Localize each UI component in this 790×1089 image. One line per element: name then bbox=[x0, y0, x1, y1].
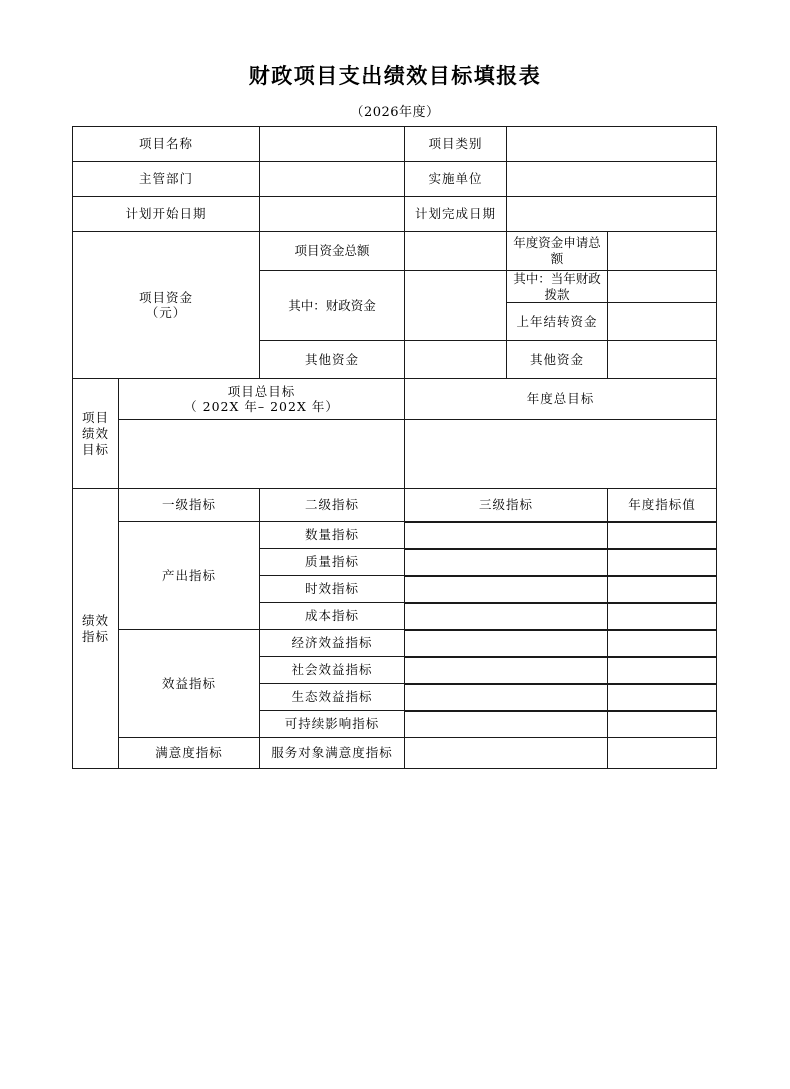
input-prior-year-carryover-funds[interactable] bbox=[608, 303, 717, 341]
input-total-project-funds[interactable] bbox=[405, 232, 507, 271]
label-level1-output-indicator: 产出指标 bbox=[119, 522, 260, 630]
header-level2-indicator: 二级指标 bbox=[260, 489, 405, 522]
input-annual-indicator-value[interactable] bbox=[608, 685, 717, 711]
input-annual-indicator-value[interactable] bbox=[608, 604, 717, 630]
label-level2-cost-indicator: 成本指标 bbox=[260, 603, 405, 630]
label-level1-satisfaction-indicator: 满意度指标 bbox=[119, 738, 260, 769]
label-planned-start-date: 计划开始日期 bbox=[73, 197, 260, 232]
table-row bbox=[73, 489, 717, 522]
overall-goal-title: 项目总目标 bbox=[227, 383, 296, 399]
input-level3-indicator[interactable] bbox=[405, 523, 608, 549]
label-planned-end-date: 计划完成日期 bbox=[405, 197, 507, 232]
label-level2-quality-indicator: 质量指标 bbox=[260, 549, 405, 576]
table-row bbox=[73, 420, 717, 489]
input-annual-indicator-value[interactable] bbox=[608, 577, 717, 603]
label-prior-year-carryover-funds: 上年结转资金 bbox=[507, 303, 608, 341]
label-level2-quantity-indicator: 数量指标 bbox=[260, 522, 405, 549]
table-row bbox=[73, 738, 717, 769]
page-title: 财政项目支出绩效目标填报表 bbox=[248, 63, 542, 88]
label-level2-service-recipient-satisfaction-indicator: 服务对象满意度指标 bbox=[260, 738, 405, 769]
header-annual-indicator-value: 年度指标值 bbox=[608, 489, 717, 522]
input-level3-indicator[interactable] bbox=[405, 712, 608, 738]
label-project-performance-goal-section bbox=[73, 379, 119, 489]
header-overall-project-goal bbox=[119, 379, 405, 420]
input-annual-goal[interactable] bbox=[405, 420, 717, 489]
page-subtitle: （2026年度） bbox=[350, 105, 440, 120]
table-row bbox=[73, 127, 717, 162]
input-level3-indicator[interactable] bbox=[405, 685, 608, 711]
input-level3-indicator[interactable] bbox=[405, 631, 608, 657]
input-total-annual-funds-applied[interactable] bbox=[608, 232, 717, 271]
label-level2-social-benefit-indicator: 社会效益指标 bbox=[260, 657, 405, 684]
label-level2-ecological-benefit-indicator: 生态效益指标 bbox=[260, 684, 405, 711]
table-row bbox=[73, 379, 717, 420]
label-other-funds-left: 其他资金 bbox=[260, 341, 405, 379]
label-level2-timeliness-indicator: 时效指标 bbox=[260, 576, 405, 603]
input-other-funds-left[interactable] bbox=[405, 341, 507, 379]
label-project-funding-section bbox=[73, 232, 260, 379]
table-row bbox=[73, 232, 717, 271]
perf-goal-label-line-1: 项目 bbox=[81, 410, 109, 426]
indicators-label-line-2: 指标 bbox=[81, 628, 109, 644]
perf-goal-label-line-3: 目标 bbox=[81, 441, 109, 457]
label-implementing-unit: 实施单位 bbox=[405, 162, 507, 197]
input-annual-indicator-value[interactable] bbox=[608, 712, 717, 738]
input-planned-start-date[interactable] bbox=[260, 197, 405, 232]
label-project-category: 项目类别 bbox=[405, 127, 507, 162]
label-performance-indicators-section bbox=[73, 489, 119, 769]
input-level3-indicator[interactable] bbox=[405, 577, 608, 603]
label-level2-economic-benefit-indicator: 经济效益指标 bbox=[260, 630, 405, 657]
input-level3-indicator[interactable] bbox=[405, 658, 608, 684]
input-level3-indicator[interactable] bbox=[405, 550, 608, 576]
label-fiscal-funds: 其中：财政资金 bbox=[260, 271, 405, 341]
indicators-label-line-1: 绩效 bbox=[81, 613, 109, 629]
input-project-name[interactable] bbox=[260, 127, 405, 162]
input-annual-indicator-value[interactable] bbox=[608, 738, 717, 769]
funding-section-name: 项目资金 bbox=[139, 289, 194, 305]
label-other-funds-right: 其他资金 bbox=[507, 341, 608, 379]
perf-goal-label-line-2: 绩效 bbox=[81, 425, 109, 441]
label-total-project-funds: 项目资金总额 bbox=[260, 232, 405, 271]
input-annual-indicator-value[interactable] bbox=[608, 658, 717, 684]
input-overall-project-goal[interactable] bbox=[119, 420, 405, 489]
label-project-name: 项目名称 bbox=[73, 127, 260, 162]
table-row bbox=[73, 197, 717, 232]
input-level3-indicator[interactable] bbox=[405, 738, 608, 769]
label-level2-sustainable-impact-indicator: 可持续影响指标 bbox=[260, 711, 405, 738]
input-current-year-fiscal-appropriation[interactable] bbox=[608, 271, 717, 303]
input-level3-indicator[interactable] bbox=[405, 604, 608, 630]
input-implementing-unit[interactable] bbox=[507, 162, 717, 197]
input-project-category[interactable] bbox=[507, 127, 717, 162]
header-level3-indicator: 三级指标 bbox=[405, 489, 608, 522]
label-level1-benefit-indicator: 效益指标 bbox=[119, 630, 260, 738]
label-total-annual-funds-applied: 年度资金申请总额 bbox=[507, 232, 608, 271]
input-supervising-department[interactable] bbox=[260, 162, 405, 197]
label-current-year-fiscal-appropriation: 其中：当年财政拨款 bbox=[507, 271, 608, 303]
input-other-funds-right[interactable] bbox=[608, 341, 717, 379]
input-annual-indicator-value[interactable] bbox=[608, 631, 717, 657]
funding-section-unit: （元） bbox=[145, 305, 187, 321]
input-fiscal-funds[interactable] bbox=[405, 271, 507, 341]
input-annual-indicator-value[interactable] bbox=[608, 550, 717, 576]
label-supervising-department: 主管部门 bbox=[73, 162, 260, 197]
input-annual-indicator-value[interactable] bbox=[608, 523, 717, 549]
header-annual-goal: 年度总目标 bbox=[405, 379, 717, 420]
input-planned-end-date[interactable] bbox=[507, 197, 717, 232]
table-row bbox=[73, 162, 717, 197]
performance-target-form bbox=[72, 126, 717, 769]
header-level1-indicator: 一级指标 bbox=[119, 489, 260, 522]
overall-goal-period: （ 202X 年– 202X 年） bbox=[184, 399, 339, 415]
